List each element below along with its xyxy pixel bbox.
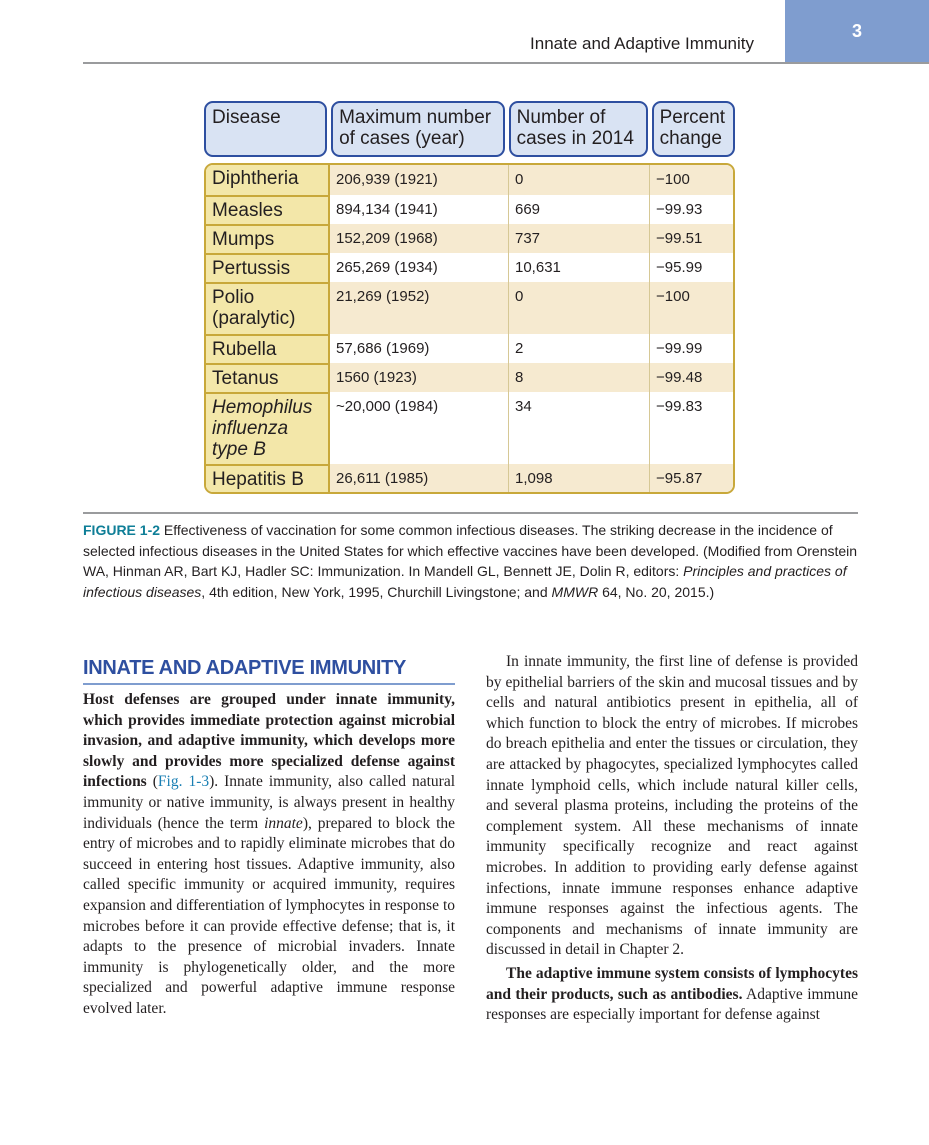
table-header-row: [204, 101, 735, 157]
header-rule: [83, 62, 929, 64]
header-percent-change: Percent change: [652, 101, 735, 157]
percent-change-cell: −100: [656, 288, 690, 305]
max-cases-cell: ~20,000 (1984): [330, 392, 509, 464]
table-body: [204, 163, 735, 494]
max-cases-cell: 206,939 (1921): [330, 165, 509, 195]
table-row: [206, 363, 733, 392]
max-cases-cell: 152,209 (1968): [330, 224, 509, 253]
left-column: [83, 690, 455, 1020]
left-text-2: ), prepared to block the entry of microbes and to rapidly eliminate microbes that do succeed in entering host tissues. Adaptive immunity, also called specific immunity or acquired immunity, requires expansion and differentiation of lymphocytes in response to microbes before it can provide effective defense; that is, it adapts to the presence of microbial invaders. Innate immunity is phylogenetically older, and the more specialized and powerful adaptive immune response evolved later.: [83, 814, 456, 1017]
caption-rule: [83, 512, 858, 514]
table-row: [206, 334, 733, 363]
left-text-1: ). Innate immunity, also called natural immunity or native immunity, is always present in healthy individuals (hence the term: [83, 773, 456, 832]
section-rule: [83, 683, 455, 685]
disease-cell: Pertussis: [206, 253, 330, 282]
cases-2014-cell: 34: [509, 392, 650, 464]
percent-change-cell: −95.87: [656, 470, 703, 487]
cases-2014-cell: 737: [509, 224, 650, 253]
max-cases-cell: 21,269 (1952): [330, 282, 509, 334]
max-cases-cell: 57,686 (1969): [330, 334, 509, 363]
max-cases-cell: 1560 (1923): [330, 363, 509, 392]
table-row: [206, 282, 733, 334]
cases-2014-cell: 0: [509, 282, 650, 334]
header-cases-2014: Number of cases in 2014: [509, 101, 648, 157]
cases-2014-cell: 669: [509, 195, 650, 224]
term-innate: innate: [264, 814, 303, 832]
running-header: [0, 0, 929, 63]
table-row: [206, 165, 733, 195]
figure-title: Effectiveness of vaccination for some common infectious diseases.: [163, 522, 579, 538]
section-heading: INNATE AND ADAPTIVE IMMUNITY: [83, 657, 407, 679]
percent-change-cell: −99.51: [656, 230, 703, 247]
caption-source-end: 64, No. 20, 2015.): [602, 583, 715, 600]
percent-change-cell: −99.93: [656, 201, 703, 218]
table-row: [206, 253, 733, 282]
caption-source-mid: , 4th edition, New York, 1995, Churchill Livingstone; and: [201, 583, 548, 600]
vaccination-table: [204, 101, 735, 494]
max-cases-cell: 894,134 (1941): [330, 195, 509, 224]
disease-cell: Tetanus: [206, 363, 330, 392]
caption-book-title: Principles and practices of infectious diseases: [83, 563, 847, 600]
max-cases-cell: 265,269 (1934): [330, 253, 509, 282]
percent-change-cell: −99.48: [656, 369, 703, 386]
disease-cell: Mumps: [206, 224, 330, 253]
left-paragraph: Host defenses are grouped under innate immunity, which provides immediate protection against microbial invasion, and adaptive immunity, which develops more slowly and provides more specialized defense against infections (Fig. 1-3). Innate immunity, also called natural immunity or native immunity, is always present in healthy individuals (hence the term innate), prepared to block the entry of microbes and to rapidly eliminate microbes that do succeed in entering host tissues. Adaptive immunity, also called specific immunity or acquired immunity, requires expansion and differentiation of lymphocytes in response to microbes before it can provide effective defense; that is, it adapts to the presence of microbial invaders. Innate immunity is phylogenetically older, and the more specialized and powerful adaptive immune response evolved later.: [83, 691, 456, 1017]
disease-cell: Hemophilus influenza type B: [206, 392, 330, 464]
right-text: Adaptive immune responses are especially important for defense against: [486, 985, 858, 1024]
caption-source: (Modified from Orenstein WA, Hinman AR, Bart KJ, Hadler SC: Immunization. In Mandell GL, Bennett JE, Dolin R, editors:: [83, 542, 858, 579]
percent-change-cell: −99.83: [656, 398, 703, 415]
right-column: [486, 652, 858, 1026]
caption-journal: MMWR: [551, 583, 599, 600]
cases-2014-cell: 1,098: [509, 464, 650, 492]
percent-change-cell: −99.99: [656, 340, 703, 357]
table-row: [206, 195, 733, 224]
key-statement: Host defenses are grouped under innate immunity, which provides immediate protection against microbial invasion, and adaptive immunity, which develops more slowly and provides more specialized defense against infections: [83, 691, 455, 791]
disease-cell: Hepatitis B: [206, 464, 330, 492]
disease-cell: Rubella: [206, 334, 330, 363]
right-paragraph-2: [486, 964, 858, 1026]
disease-cell: Diphtheria: [206, 165, 330, 195]
right-paragraph-1: In innate immunity, the first line of defense is provided by epithelial barriers of the skin and mucosal tissues and by cells and natural antibiotics present in epithelia, all of which function to block the entry of microbes. If microbes do breach epithelia and enter the tissues or circulation, they are attacked by phagocytes, specialized lymphocytes called innate lymphoid cells, which include natural killer cells, and several plasma proteins, including the proteins of the complement system. All these mechanisms of innate immunity specifically recognize and react against microbes. In addition to providing early defense against infections, innate immune responses enhance adaptive immune responses against the infectious agents. The components and mechanisms of innate immunity are discussed in detail in Chapter 2.: [486, 653, 858, 959]
cases-2014-cell: 10,631: [509, 253, 650, 282]
header-disease: Disease: [204, 101, 327, 157]
figure-caption: [83, 520, 859, 602]
percent-change-cell: −100: [656, 171, 690, 188]
cases-2014-cell: 8: [509, 363, 650, 392]
page-number: 3: [785, 0, 929, 63]
header-max-cases: Maximum number of cases (year): [331, 101, 505, 157]
caption-text: The striking decrease in the incidence of selected infectious diseases in the United States for which effective vaccines have been developed.: [83, 522, 833, 559]
running-title: Innate and Adaptive Immunity: [530, 34, 754, 53]
table-row: [206, 464, 733, 492]
figure-label: FIGURE 1-2: [83, 522, 161, 538]
cases-2014-cell: 0: [509, 165, 650, 195]
figure-reference-link[interactable]: Fig. 1-3: [157, 773, 210, 791]
table-row: [206, 392, 733, 464]
disease-cell: Polio (paralytic): [206, 282, 330, 334]
adaptive-key-statement: The adaptive immune system consists of lymphocytes and their products, such as antibodies.: [486, 964, 858, 1003]
table-row: [206, 224, 733, 253]
percent-change-cell: −95.99: [656, 259, 703, 276]
cases-2014-cell: 2: [509, 334, 650, 363]
disease-cell: Measles: [206, 195, 330, 224]
max-cases-cell: 26,611 (1985): [330, 464, 509, 492]
